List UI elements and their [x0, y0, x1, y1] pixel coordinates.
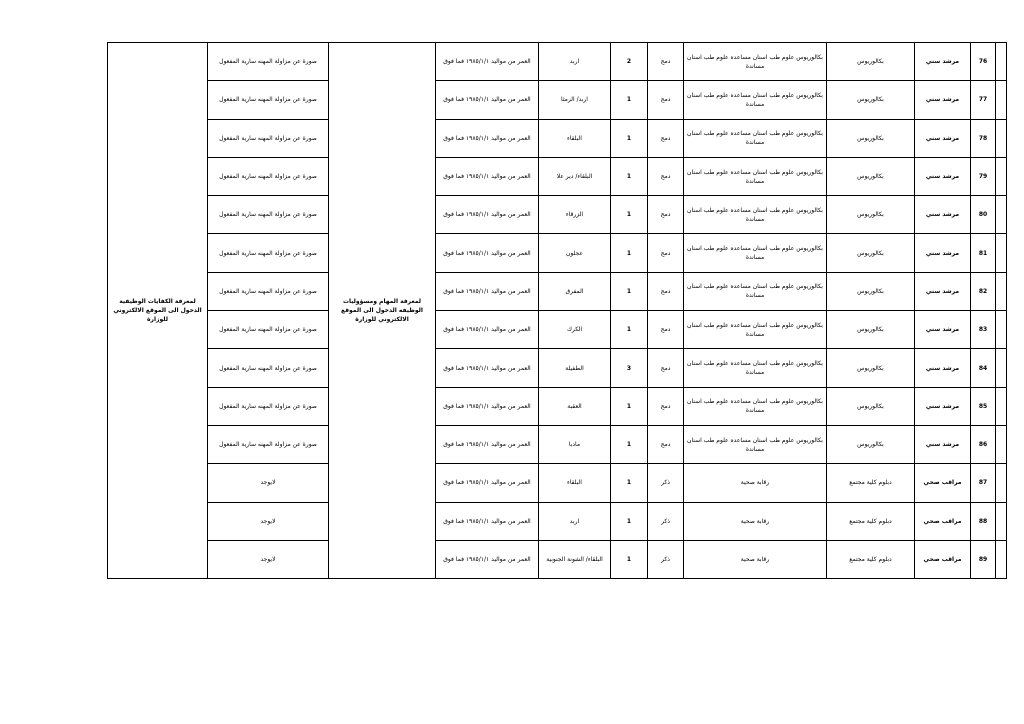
location: الكرك [539, 311, 611, 349]
vacancy-count: 1 [611, 387, 648, 425]
qualification: بكالوريوس [827, 81, 915, 119]
specialization: بكالوريوس علوم طب اسنان مساعده علوم طب اسنان مساندة [684, 81, 827, 119]
blank-cell [996, 425, 1007, 463]
license-requirement: صورة عن مزاولة المهنه سارية المفعول [208, 157, 329, 195]
location: البلقاء/ الشونة الجنوبية [539, 540, 611, 578]
row-number: 86 [971, 425, 996, 463]
location: اربد [539, 502, 611, 540]
table-row [108, 196, 1007, 234]
age-requirement: العمر من مواليد ١٩٨٥/١/١ فما فوق [436, 349, 539, 387]
qualification: بكالوريوس [827, 387, 915, 425]
vacancy-count: 1 [611, 196, 648, 234]
specialization: بكالوريوس علوم طب اسنان مساعده علوم طب اسنان مساندة [684, 157, 827, 195]
qualification: دبلوم كلية مجتمع [827, 464, 915, 502]
specialization: بكالوريوس علوم طب اسنان مساعده علوم طب اسنان مساندة [684, 311, 827, 349]
qualification: بكالوريوس [827, 234, 915, 272]
blank-cell [996, 540, 1007, 578]
age-requirement: العمر من مواليد ١٩٨٥/١/١ فما فوق [436, 540, 539, 578]
vacancy-count: 1 [611, 234, 648, 272]
job-title: مرشد سني [915, 119, 971, 157]
job-title: مرشد سني [915, 425, 971, 463]
qualification: بكالوريوس [827, 196, 915, 234]
competencies-note: لمعرفة الكفايات الوظيفية الدخول الى الموقع الالكتروني للوزارة [108, 43, 208, 579]
age-requirement: العمر من مواليد ١٩٨٥/١/١ فما فوق [436, 43, 539, 81]
vacancy-count: 3 [611, 349, 648, 387]
blank-cell [996, 43, 1007, 81]
gender: دمج [648, 196, 684, 234]
gender: دمج [648, 272, 684, 310]
license-requirement: صورة عن مزاولة المهنه سارية المفعول [208, 272, 329, 310]
license-requirement: صورة عن مزاولة المهنه سارية المفعول [208, 349, 329, 387]
table-row [108, 540, 1007, 578]
license-requirement: صورة عن مزاولة المهنه سارية المفعول [208, 119, 329, 157]
gender: دمج [648, 311, 684, 349]
specialization: رقابة صحية [684, 540, 827, 578]
location: البلقاء [539, 464, 611, 502]
license-requirement: لايوجد [208, 502, 329, 540]
blank-cell [996, 119, 1007, 157]
job-title: مراقب صحي [915, 464, 971, 502]
specialization: بكالوريوس علوم طب اسنان مساعده علوم طب اسنان مساندة [684, 387, 827, 425]
qualification: بكالوريوس [827, 272, 915, 310]
row-number: 83 [971, 311, 996, 349]
license-requirement: صورة عن مزاولة المهنه سارية المفعول [208, 81, 329, 119]
age-requirement: العمر من مواليد ١٩٨٥/١/١ فما فوق [436, 196, 539, 234]
blank-cell [996, 81, 1007, 119]
vacancy-count: 1 [611, 157, 648, 195]
row-number: 88 [971, 502, 996, 540]
qualification: دبلوم كلية مجتمع [827, 502, 915, 540]
row-number: 80 [971, 196, 996, 234]
blank-cell [996, 196, 1007, 234]
vacancy-count: 1 [611, 81, 648, 119]
qualification: بكالوريوس [827, 43, 915, 81]
job-title: مراقب صحي [915, 502, 971, 540]
vacancy-count: 1 [611, 464, 648, 502]
vacancy-count: 1 [611, 311, 648, 349]
table-row [108, 81, 1007, 119]
location: اربد/ الرمثا [539, 81, 611, 119]
specialization: بكالوريوس علوم طب اسنان مساعده علوم طب اسنان مساندة [684, 234, 827, 272]
gender: ذكر [648, 502, 684, 540]
location: عجلون [539, 234, 611, 272]
license-requirement: صورة عن مزاولة المهنه سارية المفعول [208, 234, 329, 272]
table-row [108, 234, 1007, 272]
gender: دمج [648, 81, 684, 119]
blank-cell [996, 502, 1007, 540]
table-body [108, 43, 1007, 579]
specialization: بكالوريوس علوم طب اسنان مساعده علوم طب اسنان مساندة [684, 196, 827, 234]
specialization: رقابة صحية [684, 502, 827, 540]
qualification: بكالوريوس [827, 311, 915, 349]
row-number: 87 [971, 464, 996, 502]
job-title: مرشد سني [915, 387, 971, 425]
age-requirement: العمر من مواليد ١٩٨٥/١/١ فما فوق [436, 387, 539, 425]
age-requirement: العمر من مواليد ١٩٨٥/١/١ فما فوق [436, 311, 539, 349]
blank-cell [996, 157, 1007, 195]
location: الزرقاء [539, 196, 611, 234]
age-requirement: العمر من مواليد ١٩٨٥/١/١ فما فوق [436, 272, 539, 310]
specialization: بكالوريوس علوم طب اسنان مساعده علوم طب اسنان مساندة [684, 43, 827, 81]
location: البلقاء [539, 119, 611, 157]
age-requirement: العمر من مواليد ١٩٨٥/١/١ فما فوق [436, 234, 539, 272]
qualification: بكالوريوس [827, 425, 915, 463]
table-row [108, 349, 1007, 387]
table-row [108, 157, 1007, 195]
jobs-table [107, 42, 1007, 579]
job-title: مرشد سني [915, 272, 971, 310]
job-title: مرشد سني [915, 234, 971, 272]
duties-note: لمعرفة المهام ومسؤوليات الوظيفه الدخول الى الموقع الالكتروني للوزارة [329, 43, 436, 579]
vacancy-count: 1 [611, 540, 648, 578]
gender: ذكر [648, 540, 684, 578]
license-requirement: صورة عن مزاولة المهنه سارية المفعول [208, 196, 329, 234]
license-requirement: لايوجد [208, 540, 329, 578]
age-requirement: العمر من مواليد ١٩٨٥/١/١ فما فوق [436, 119, 539, 157]
job-title: مراقب صحي [915, 540, 971, 578]
blank-cell [996, 464, 1007, 502]
row-number: 89 [971, 540, 996, 578]
specialization: بكالوريوس علوم طب اسنان مساعده علوم طب اسنان مساندة [684, 119, 827, 157]
specialization: بكالوريوس علوم طب اسنان مساعده علوم طب اسنان مساندة [684, 425, 827, 463]
table-row [108, 425, 1007, 463]
license-requirement: لايوجد [208, 464, 329, 502]
location: العقبة [539, 387, 611, 425]
blank-cell [996, 387, 1007, 425]
qualification: بكالوريوس [827, 349, 915, 387]
location: المفرق [539, 272, 611, 310]
specialization: بكالوريوس علوم طب اسنان مساعده علوم طب اسنان مساندة [684, 349, 827, 387]
job-title: مرشد سني [915, 157, 971, 195]
specialization: رقابة صحية [684, 464, 827, 502]
row-number: 77 [971, 81, 996, 119]
table-row [108, 464, 1007, 502]
qualification: بكالوريوس [827, 119, 915, 157]
vacancy-count: 1 [611, 502, 648, 540]
qualification: بكالوريوس [827, 157, 915, 195]
age-requirement: العمر من مواليد ١٩٨٥/١/١ فما فوق [436, 464, 539, 502]
gender: دمج [648, 425, 684, 463]
gender: دمج [648, 119, 684, 157]
job-title: مرشد سني [915, 311, 971, 349]
table-row [108, 387, 1007, 425]
specialization: بكالوريوس علوم طب اسنان مساعده علوم طب اسنان مساندة [684, 272, 827, 310]
table-row [108, 119, 1007, 157]
qualification: دبلوم كلية مجتمع [827, 540, 915, 578]
table-row [108, 272, 1007, 310]
location: الطفيلة [539, 349, 611, 387]
license-requirement: صورة عن مزاولة المهنه سارية المفعول [208, 387, 329, 425]
license-requirement: صورة عن مزاولة المهنه سارية المفعول [208, 311, 329, 349]
row-number: 79 [971, 157, 996, 195]
location: البلقاء/ دير علا [539, 157, 611, 195]
license-requirement: صورة عن مزاولة المهنه سارية المفعول [208, 425, 329, 463]
blank-cell [996, 234, 1007, 272]
gender: دمج [648, 157, 684, 195]
gender: دمج [648, 43, 684, 81]
table-row [108, 311, 1007, 349]
job-title: مرشد سني [915, 43, 971, 81]
vacancy-count: 1 [611, 425, 648, 463]
vacancy-count: 1 [611, 272, 648, 310]
gender: دمج [648, 349, 684, 387]
blank-cell [996, 311, 1007, 349]
gender: ذكر [648, 464, 684, 502]
gender: دمج [648, 387, 684, 425]
job-title: مرشد سني [915, 81, 971, 119]
location: اربد [539, 43, 611, 81]
job-title: مرشد سني [915, 349, 971, 387]
row-number: 85 [971, 387, 996, 425]
age-requirement: العمر من مواليد ١٩٨٥/١/١ فما فوق [436, 157, 539, 195]
row-number: 84 [971, 349, 996, 387]
row-number: 82 [971, 272, 996, 310]
vacancy-count: 1 [611, 119, 648, 157]
blank-cell [996, 272, 1007, 310]
table-row [108, 43, 1007, 81]
license-requirement: صورة عن مزاولة المهنه سارية المفعول [208, 43, 329, 81]
table-row [108, 502, 1007, 540]
job-title: مرشد سني [915, 196, 971, 234]
row-number: 76 [971, 43, 996, 81]
location: مادبا [539, 425, 611, 463]
age-requirement: العمر من مواليد ١٩٨٥/١/١ فما فوق [436, 81, 539, 119]
age-requirement: العمر من مواليد ١٩٨٥/١/١ فما فوق [436, 502, 539, 540]
blank-cell [996, 349, 1007, 387]
vacancy-count: 2 [611, 43, 648, 81]
gender: دمج [648, 234, 684, 272]
age-requirement: العمر من مواليد ١٩٨٥/١/١ فما فوق [436, 425, 539, 463]
row-number: 81 [971, 234, 996, 272]
row-number: 78 [971, 119, 996, 157]
